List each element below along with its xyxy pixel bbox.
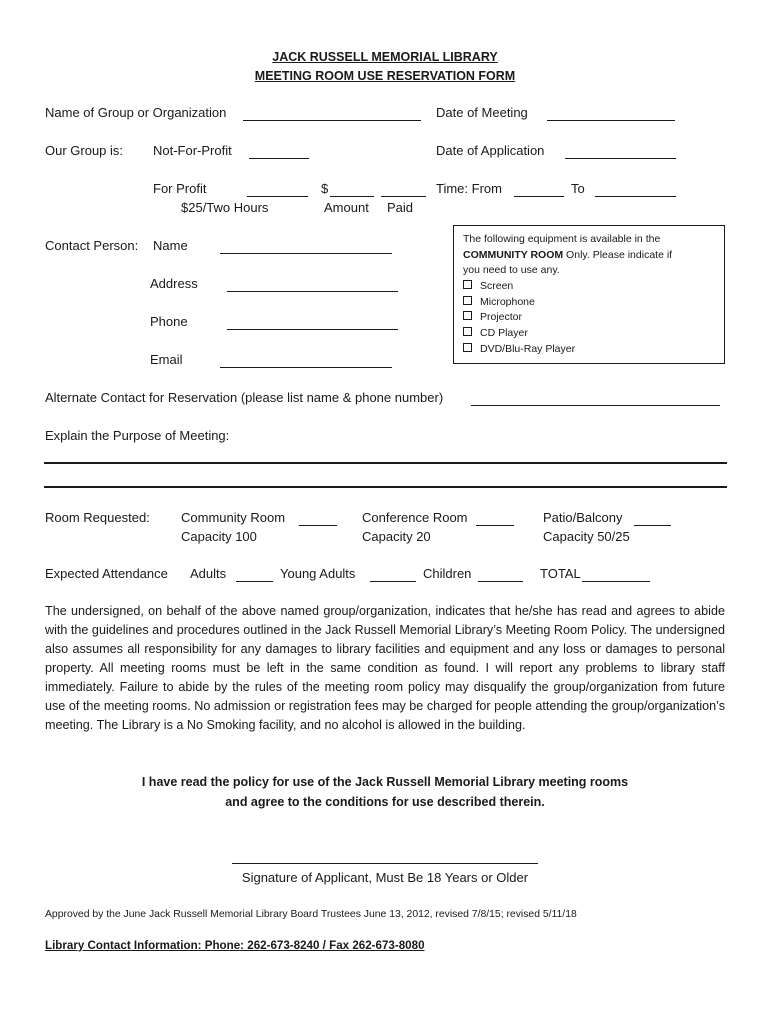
equipment-intro-3: you need to use any. (463, 264, 560, 276)
date-application-field[interactable] (565, 158, 676, 159)
conference-room-capacity: Capacity 20 (362, 529, 431, 544)
children-field[interactable] (478, 581, 523, 582)
purpose-label: Explain the Purpose of Meeting: (45, 428, 230, 443)
adults-field[interactable] (236, 581, 273, 582)
equipment-intro-2 (463, 248, 672, 264)
checkbox-icon[interactable] (463, 296, 472, 305)
group-name-label: Name of Group or Organization (45, 105, 227, 120)
policy-paragraph: The undersigned, on behalf of the above named group/organization, indicates that he/she has read and agrees to abide with the guidelines and procedures outlined in the Jack Russell Memorial Library’s Meeting Room Policy. The undersigned also assumes all responsibility for any damages to library facilities and equipment and any loss or damages to personal property. All meeting rooms must be left in the same condition as found. I will report any problems to library staff immediately. Failure to abide by the rules of the meeting room policy may disqualify the group/organization from future use of the meeting rooms. No admission or registration fees may be charged for people attending the group/organization’s meeting. The Library is a No Smoking facility, and no alcohol is allowed in the building. (45, 604, 725, 732)
young-adults-field[interactable] (370, 581, 416, 582)
time-to-field[interactable] (595, 196, 676, 197)
signature-label: Signature of Applicant, Must Be 18 Years or Older (241, 870, 529, 885)
equipment-item-projector[interactable] (463, 310, 522, 326)
community-room-capacity: Capacity 100 (181, 529, 257, 544)
contact-person-label: Contact Person: (45, 238, 139, 253)
total-label: TOTAL (540, 566, 581, 581)
equipment-intro-1: The following equipment is available in the (463, 233, 661, 245)
for-profit-field[interactable] (247, 196, 308, 197)
contact-address-label: Address (150, 276, 198, 291)
fee-label: $25/Two Hours (181, 200, 269, 215)
contact-address-field[interactable] (227, 291, 398, 292)
paid-label: Paid (387, 200, 414, 215)
patio-label: Patio/Balcony (543, 510, 623, 525)
purpose-line-1[interactable] (44, 462, 727, 464)
equipment-item-label: Projector (480, 311, 523, 323)
contact-phone-label: Phone (150, 314, 188, 329)
equipment-item-label: CD Player (480, 327, 528, 339)
paid-field[interactable] (381, 196, 426, 197)
equipment-item-screen[interactable] (463, 279, 513, 295)
equipment-item-label: Screen (480, 280, 514, 292)
form-title-line2: MEETING ROOM USE RESERVATION FORM (254, 69, 516, 83)
room-requested-label: Room Requested: (45, 510, 150, 525)
checkbox-icon[interactable] (463, 327, 472, 336)
contact-email-label: Email (150, 352, 183, 367)
library-contact-info: Library Contact Information: Phone: 262-673-8240 / Fax 262-673-8080 (45, 939, 425, 952)
total-field[interactable] (582, 581, 650, 582)
equipment-item-dvd-player[interactable] (463, 342, 575, 358)
date-meeting-label: Date of Meeting (436, 105, 528, 120)
signature-field[interactable] (232, 863, 538, 864)
form-title-line1: JACK RUSSELL MEMORIAL LIBRARY (272, 50, 498, 64)
approved-note: Approved by the June Jack Russell Memorial Library Board Trustees June 13, 2012, revised 7/8/15; revised 5/11/18 (45, 909, 577, 920)
amount-label: Amount (324, 200, 369, 215)
equipment-item-cd-player[interactable] (463, 326, 528, 342)
adults-label: Adults (190, 566, 227, 581)
not-for-profit-label: Not-For-Profit (153, 143, 232, 158)
amount-field[interactable] (330, 196, 374, 197)
young-adults-label: Young Adults (280, 566, 356, 581)
not-for-profit-field[interactable] (249, 158, 309, 159)
date-meeting-field[interactable] (547, 120, 675, 121)
equipment-intro-bold: COMMUNITY ROOM (463, 249, 564, 261)
patio-capacity: Capacity 50/25 (543, 529, 630, 544)
time-from-field[interactable] (514, 196, 564, 197)
checkbox-icon[interactable] (463, 311, 472, 320)
conference-room-label: Conference Room (362, 510, 468, 525)
dollar-sign: $ (321, 181, 329, 196)
contact-name-label: Name (153, 238, 188, 253)
contact-name-field[interactable] (220, 253, 392, 254)
time-to-label: To (571, 181, 585, 196)
children-label: Children (423, 566, 472, 581)
date-application-label: Date of Application (436, 143, 545, 158)
agreement-line-1: I have read the policy for use of the Jack Russell Memorial Library meeting rooms (141, 775, 629, 789)
purpose-line-2[interactable] (44, 486, 727, 488)
community-room-label: Community Room (181, 510, 286, 525)
our-group-label: Our Group is: (45, 143, 124, 158)
agreement-line-2: and agree to the conditions for use described therein. (225, 795, 545, 809)
for-profit-label: For Profit (153, 181, 207, 196)
alternate-contact-label: Alternate Contact for Reservation (please list name & phone number) (45, 390, 444, 405)
conference-room-field[interactable] (476, 525, 514, 526)
equipment-item-label: Microphone (480, 296, 535, 308)
checkbox-icon[interactable] (463, 343, 472, 352)
expected-attendance-label: Expected Attendance (45, 566, 168, 581)
group-name-field[interactable] (243, 120, 421, 121)
time-from-label: Time: From (436, 181, 502, 196)
equipment-intro-rest: Only. Please indicate if (563, 249, 673, 261)
checkbox-icon[interactable] (463, 280, 472, 289)
equipment-item-label: DVD/Blu-Ray Player (480, 343, 576, 355)
community-room-field[interactable] (299, 525, 337, 526)
alternate-contact-field[interactable] (471, 405, 720, 406)
equipment-item-microphone[interactable] (463, 295, 535, 311)
contact-phone-field[interactable] (227, 329, 398, 330)
contact-email-field[interactable] (220, 367, 392, 368)
patio-field[interactable] (634, 525, 671, 526)
